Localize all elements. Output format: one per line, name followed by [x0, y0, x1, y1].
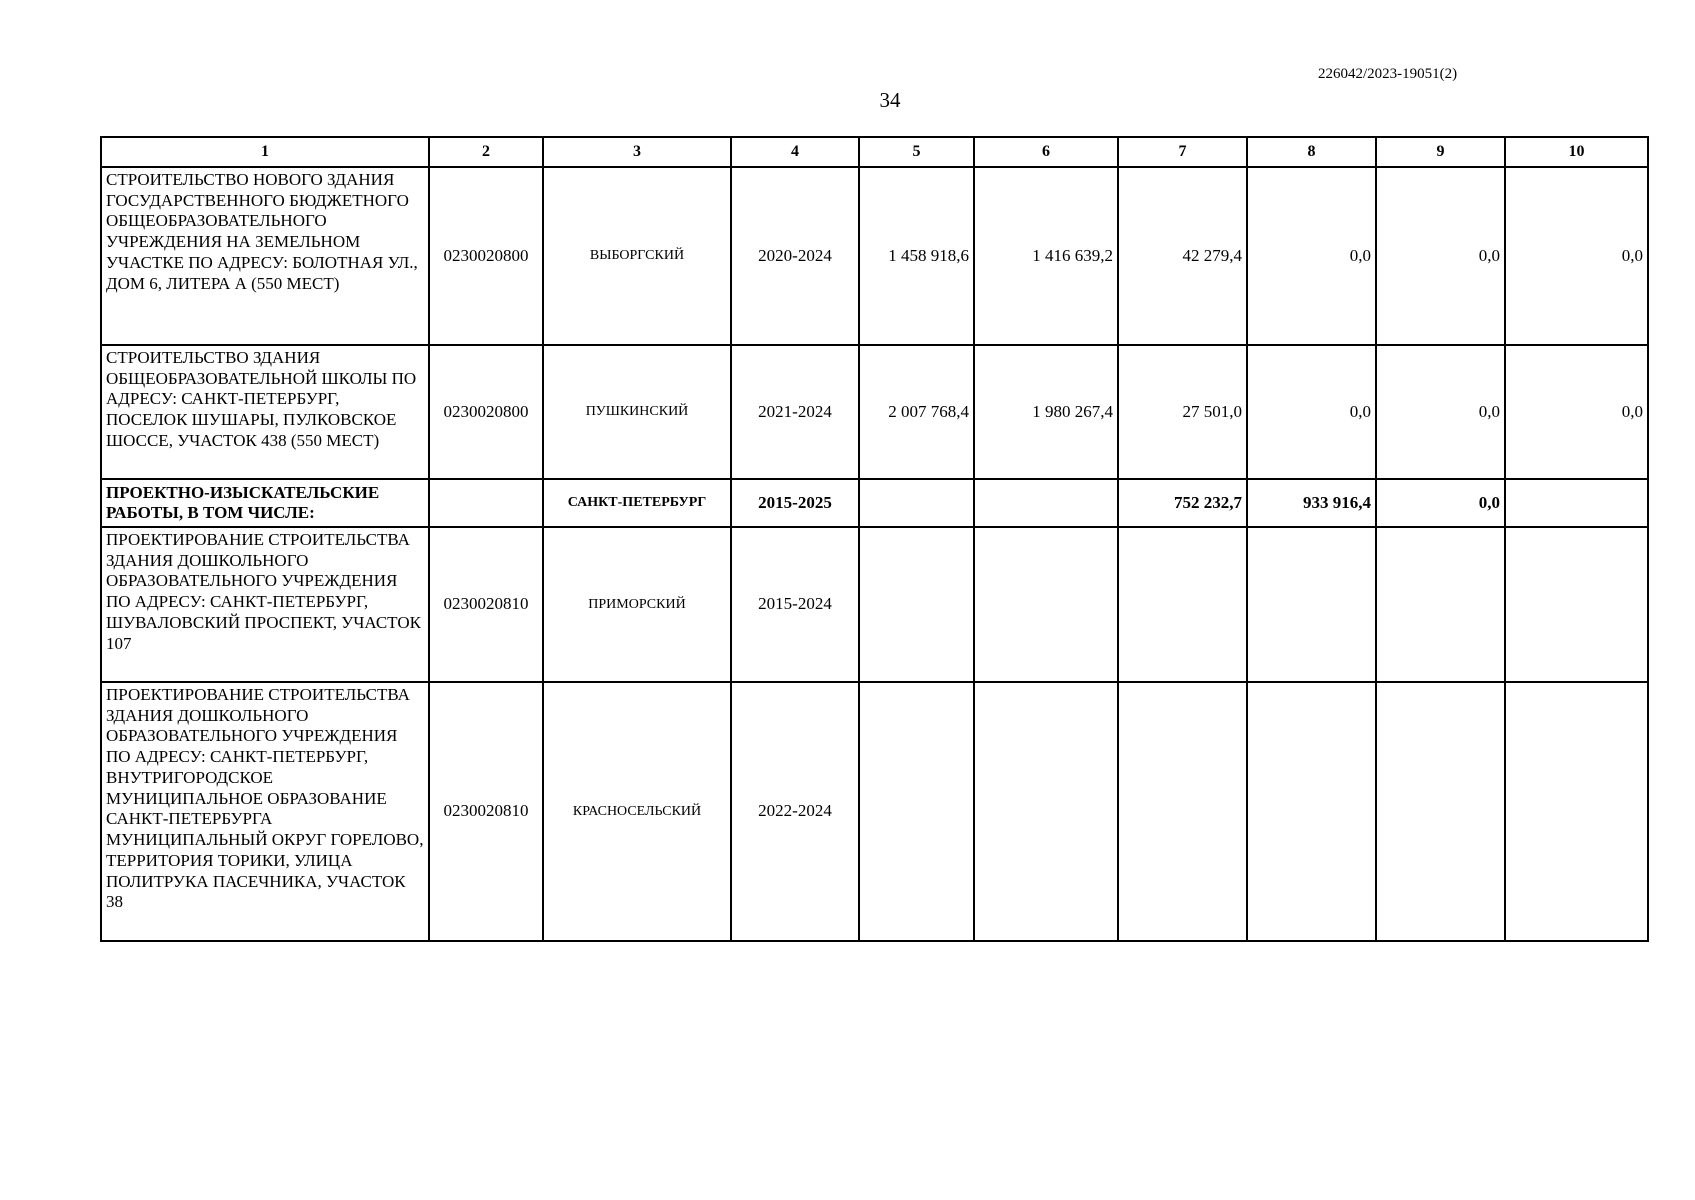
value-cell-10: 0,0 — [1505, 167, 1648, 345]
value-cell-10: 0,0 — [1505, 345, 1648, 479]
value-cell-5 — [859, 682, 974, 941]
period-cell: 2022-2024 — [731, 682, 859, 941]
value-cell-9 — [1376, 682, 1505, 941]
value-cell-7: 42 279,4 — [1118, 167, 1247, 345]
column-header: 7 — [1118, 137, 1247, 167]
period-cell: 2021-2024 — [731, 345, 859, 479]
district-cell: САНКТ-ПЕТЕРБУРГ — [543, 479, 731, 527]
code-cell: 0230020810 — [429, 682, 543, 941]
value-cell-9: 0,0 — [1376, 345, 1505, 479]
object-name-cell: ПРОЕКТНО-ИЗЫСКАТЕЛЬСКИЕ РАБОТЫ, В ТОМ ЧИСЛЕ: — [101, 479, 429, 527]
column-header: 1 — [101, 137, 429, 167]
value-cell-7 — [1118, 527, 1247, 682]
district-cell: ПУШКИНСКИЙ — [543, 345, 731, 479]
value-cell-8: 0,0 — [1247, 345, 1376, 479]
value-cell-7 — [1118, 682, 1247, 941]
table-row — [101, 527, 1648, 682]
period-cell: 2015-2025 — [731, 479, 859, 527]
period-cell: 2020-2024 — [731, 167, 859, 345]
column-header: 10 — [1505, 137, 1648, 167]
column-header: 9 — [1376, 137, 1505, 167]
value-cell-5 — [859, 527, 974, 682]
value-cell-8: 0,0 — [1247, 167, 1376, 345]
value-cell-7: 27 501,0 — [1118, 345, 1247, 479]
district-cell: ВЫБОРГСКИЙ — [543, 167, 731, 345]
column-header: 4 — [731, 137, 859, 167]
value-cell-6 — [974, 682, 1118, 941]
column-header: 3 — [543, 137, 731, 167]
value-cell-8 — [1247, 527, 1376, 682]
value-cell-5: 2 007 768,4 — [859, 345, 974, 479]
object-name-cell: ПРОЕКТИРОВАНИЕ СТРОИТЕЛЬСТВА ЗДАНИЯ ДОШКОЛЬНОГО ОБРАЗОВАТЕЛЬНОГО УЧРЕЖДЕНИЯ ПО АДРЕСУ: САНКТ-ПЕТЕРБУРГ, ШУВАЛОВСКИЙ ПРОСПЕКТ, УЧАСТОК 107 — [101, 527, 429, 682]
value-cell-6 — [974, 479, 1118, 527]
period-cell: 2015-2024 — [731, 527, 859, 682]
value-cell-10 — [1505, 682, 1648, 941]
district-cell: ПРИМОРСКИЙ — [543, 527, 731, 682]
investment-table — [100, 136, 1649, 942]
value-cell-9: 0,0 — [1376, 479, 1505, 527]
value-cell-5: 1 458 918,6 — [859, 167, 974, 345]
value-cell-8 — [1247, 682, 1376, 941]
value-cell-10 — [1505, 479, 1648, 527]
object-name-cell: ПРОЕКТИРОВАНИЕ СТРОИТЕЛЬСТВА ЗДАНИЯ ДОШКОЛЬНОГО ОБРАЗОВАТЕЛЬНОГО УЧРЕЖДЕНИЯ ПО АДРЕСУ: САНКТ-ПЕТЕРБУРГ, ВНУТРИГОРОДСКОЕ МУНИЦИПАЛЬНОЕ ОБРАЗОВАНИЕ САНКТ-ПЕТЕРБУРГА МУНИЦИПАЛЬНЫЙ ОКРУГ ГОРЕЛОВО, ТЕРРИТОРИЯ ТОРИКИ, УЛИЦА ПОЛИТРУКА ПАСЕЧНИКА, УЧАСТОК 38 — [101, 682, 429, 941]
value-cell-7: 752 232,7 — [1118, 479, 1247, 527]
value-cell-8: 933 916,4 — [1247, 479, 1376, 527]
value-cell-6 — [974, 527, 1118, 682]
page-number: 34 — [879, 88, 901, 112]
value-cell-6: 1 416 639,2 — [974, 167, 1118, 345]
table-row — [101, 682, 1648, 941]
table-row — [101, 345, 1648, 479]
code-cell: 0230020810 — [429, 527, 543, 682]
table-row-subtotal — [101, 479, 1648, 527]
column-header: 8 — [1247, 137, 1376, 167]
district-cell: КРАСНОСЕЛЬСКИЙ — [543, 682, 731, 941]
table-row — [101, 167, 1648, 345]
value-cell-6: 1 980 267,4 — [974, 345, 1118, 479]
document-id: 226042/2023-19051(2) — [1318, 66, 1458, 82]
code-cell: 0230020800 — [429, 345, 543, 479]
value-cell-10 — [1505, 527, 1648, 682]
column-header: 6 — [974, 137, 1118, 167]
column-number-row — [101, 137, 1648, 167]
value-cell-5 — [859, 479, 974, 527]
object-name-cell: СТРОИТЕЛЬСТВО НОВОГО ЗДАНИЯ ГОСУДАРСТВЕННОГО БЮДЖЕТНОГО ОБЩЕОБРАЗОВАТЕЛЬНОГО УЧРЕЖДЕНИЯ НА ЗЕМЕЛЬНОМ УЧАСТКЕ ПО АДРЕСУ: БОЛОТНАЯ УЛ., ДОМ 6, ЛИТЕРА А (550 МЕСТ) — [101, 167, 429, 345]
object-name-cell: СТРОИТЕЛЬСТВО ЗДАНИЯ ОБЩЕОБРАЗОВАТЕЛЬНОЙ ШКОЛЫ ПО АДРЕСУ: САНКТ-ПЕТЕРБУРГ, ПОСЕЛОК ШУШАРЫ, ПУЛКОВСКОЕ ШОССЕ, УЧАСТОК 438 (550 МЕСТ) — [101, 345, 429, 479]
value-cell-9: 0,0 — [1376, 167, 1505, 345]
column-header: 5 — [859, 137, 974, 167]
value-cell-9 — [1376, 527, 1505, 682]
code-cell — [429, 479, 543, 527]
code-cell: 0230020800 — [429, 167, 543, 345]
column-header: 2 — [429, 137, 543, 167]
